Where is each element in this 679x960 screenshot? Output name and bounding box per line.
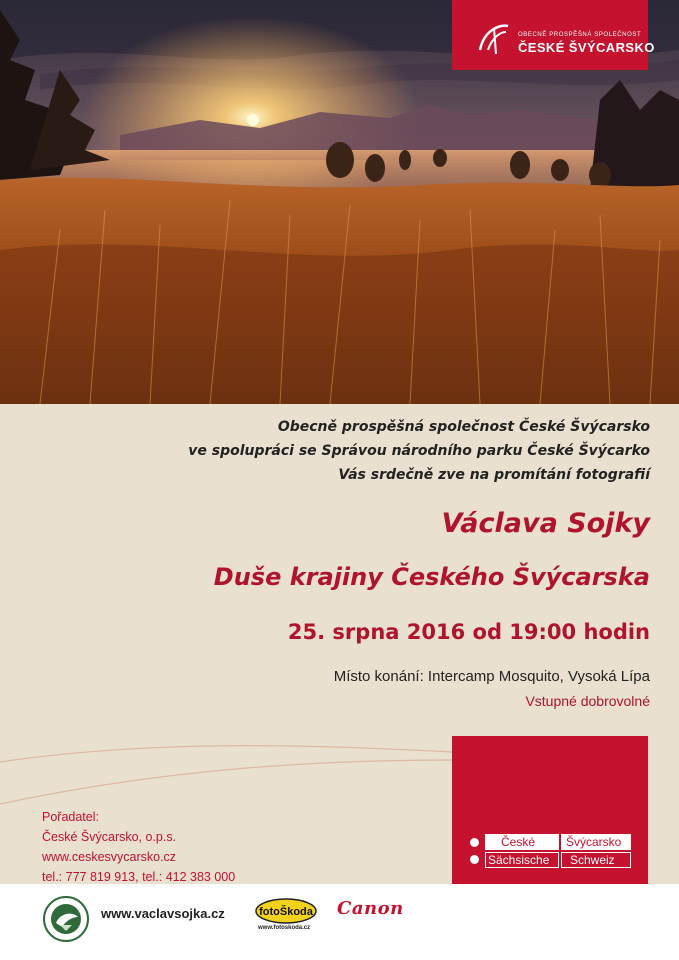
invitation-line-3: Vás srdečně zve na promítání fotografií [338, 467, 650, 483]
partner-cz-right: Švýcarsko [561, 834, 631, 850]
fotoskoda-url: www.fotoskoda.cz [258, 925, 311, 931]
event-date: 25. srpna 2016 od 19:00 hodin [287, 620, 650, 644]
bullet-icon [470, 855, 479, 864]
partner-de-right: Schweiz [561, 852, 631, 868]
invitation-text [188, 415, 650, 487]
organizer-web: www.ceskesvycarsko.cz [42, 850, 177, 864]
footer-bar [0, 884, 679, 960]
organizer-phones: tel.: 777 819 913, tel.: 412 383 000 [42, 870, 236, 884]
ops-logo [452, 0, 655, 70]
organizer-label: Pořadatel: [42, 810, 99, 824]
canon-logo: Canon [337, 898, 404, 919]
ceske-svycarsko-partner-logo [485, 834, 631, 868]
event-venue: Místo konání: Intercamp Mosquito, Vysoká Lípa [333, 668, 650, 685]
bullet-icon [470, 838, 479, 847]
invitation-line-2: ve spolupráci se Správou národního parku České Švýcarko [188, 443, 650, 459]
swirl-logo-icon [474, 20, 514, 56]
logo-title: ČESKÉ ŠVÝCARSKO [518, 40, 655, 55]
photographer-name: Václava Sojky [441, 508, 650, 539]
invitation-line-1: Obecně prospěšná společnost České Švýcarsko [277, 419, 650, 435]
entry-fee: Vstupné dobrovolné [525, 693, 650, 709]
logo-subtitle: OBECNĚ PROSPĚŠNÁ SPOLEČNOST [518, 32, 642, 38]
event-title: Duše krajiny Českého Švýcarska [213, 563, 650, 591]
svg-text:fotoŠkoda: fotoŠkoda [259, 906, 313, 918]
organizer-name: České Švýcarsko, o.p.s. [42, 830, 177, 844]
partner-cz-left: České [485, 834, 559, 850]
partner-de-left: Sächsische [485, 852, 559, 868]
fotoskoda-logo [255, 898, 317, 928]
website-link[interactable]: www.vaclavsojka.cz [101, 906, 225, 921]
organizer-info [42, 807, 235, 887]
national-park-logo-icon [42, 895, 90, 943]
